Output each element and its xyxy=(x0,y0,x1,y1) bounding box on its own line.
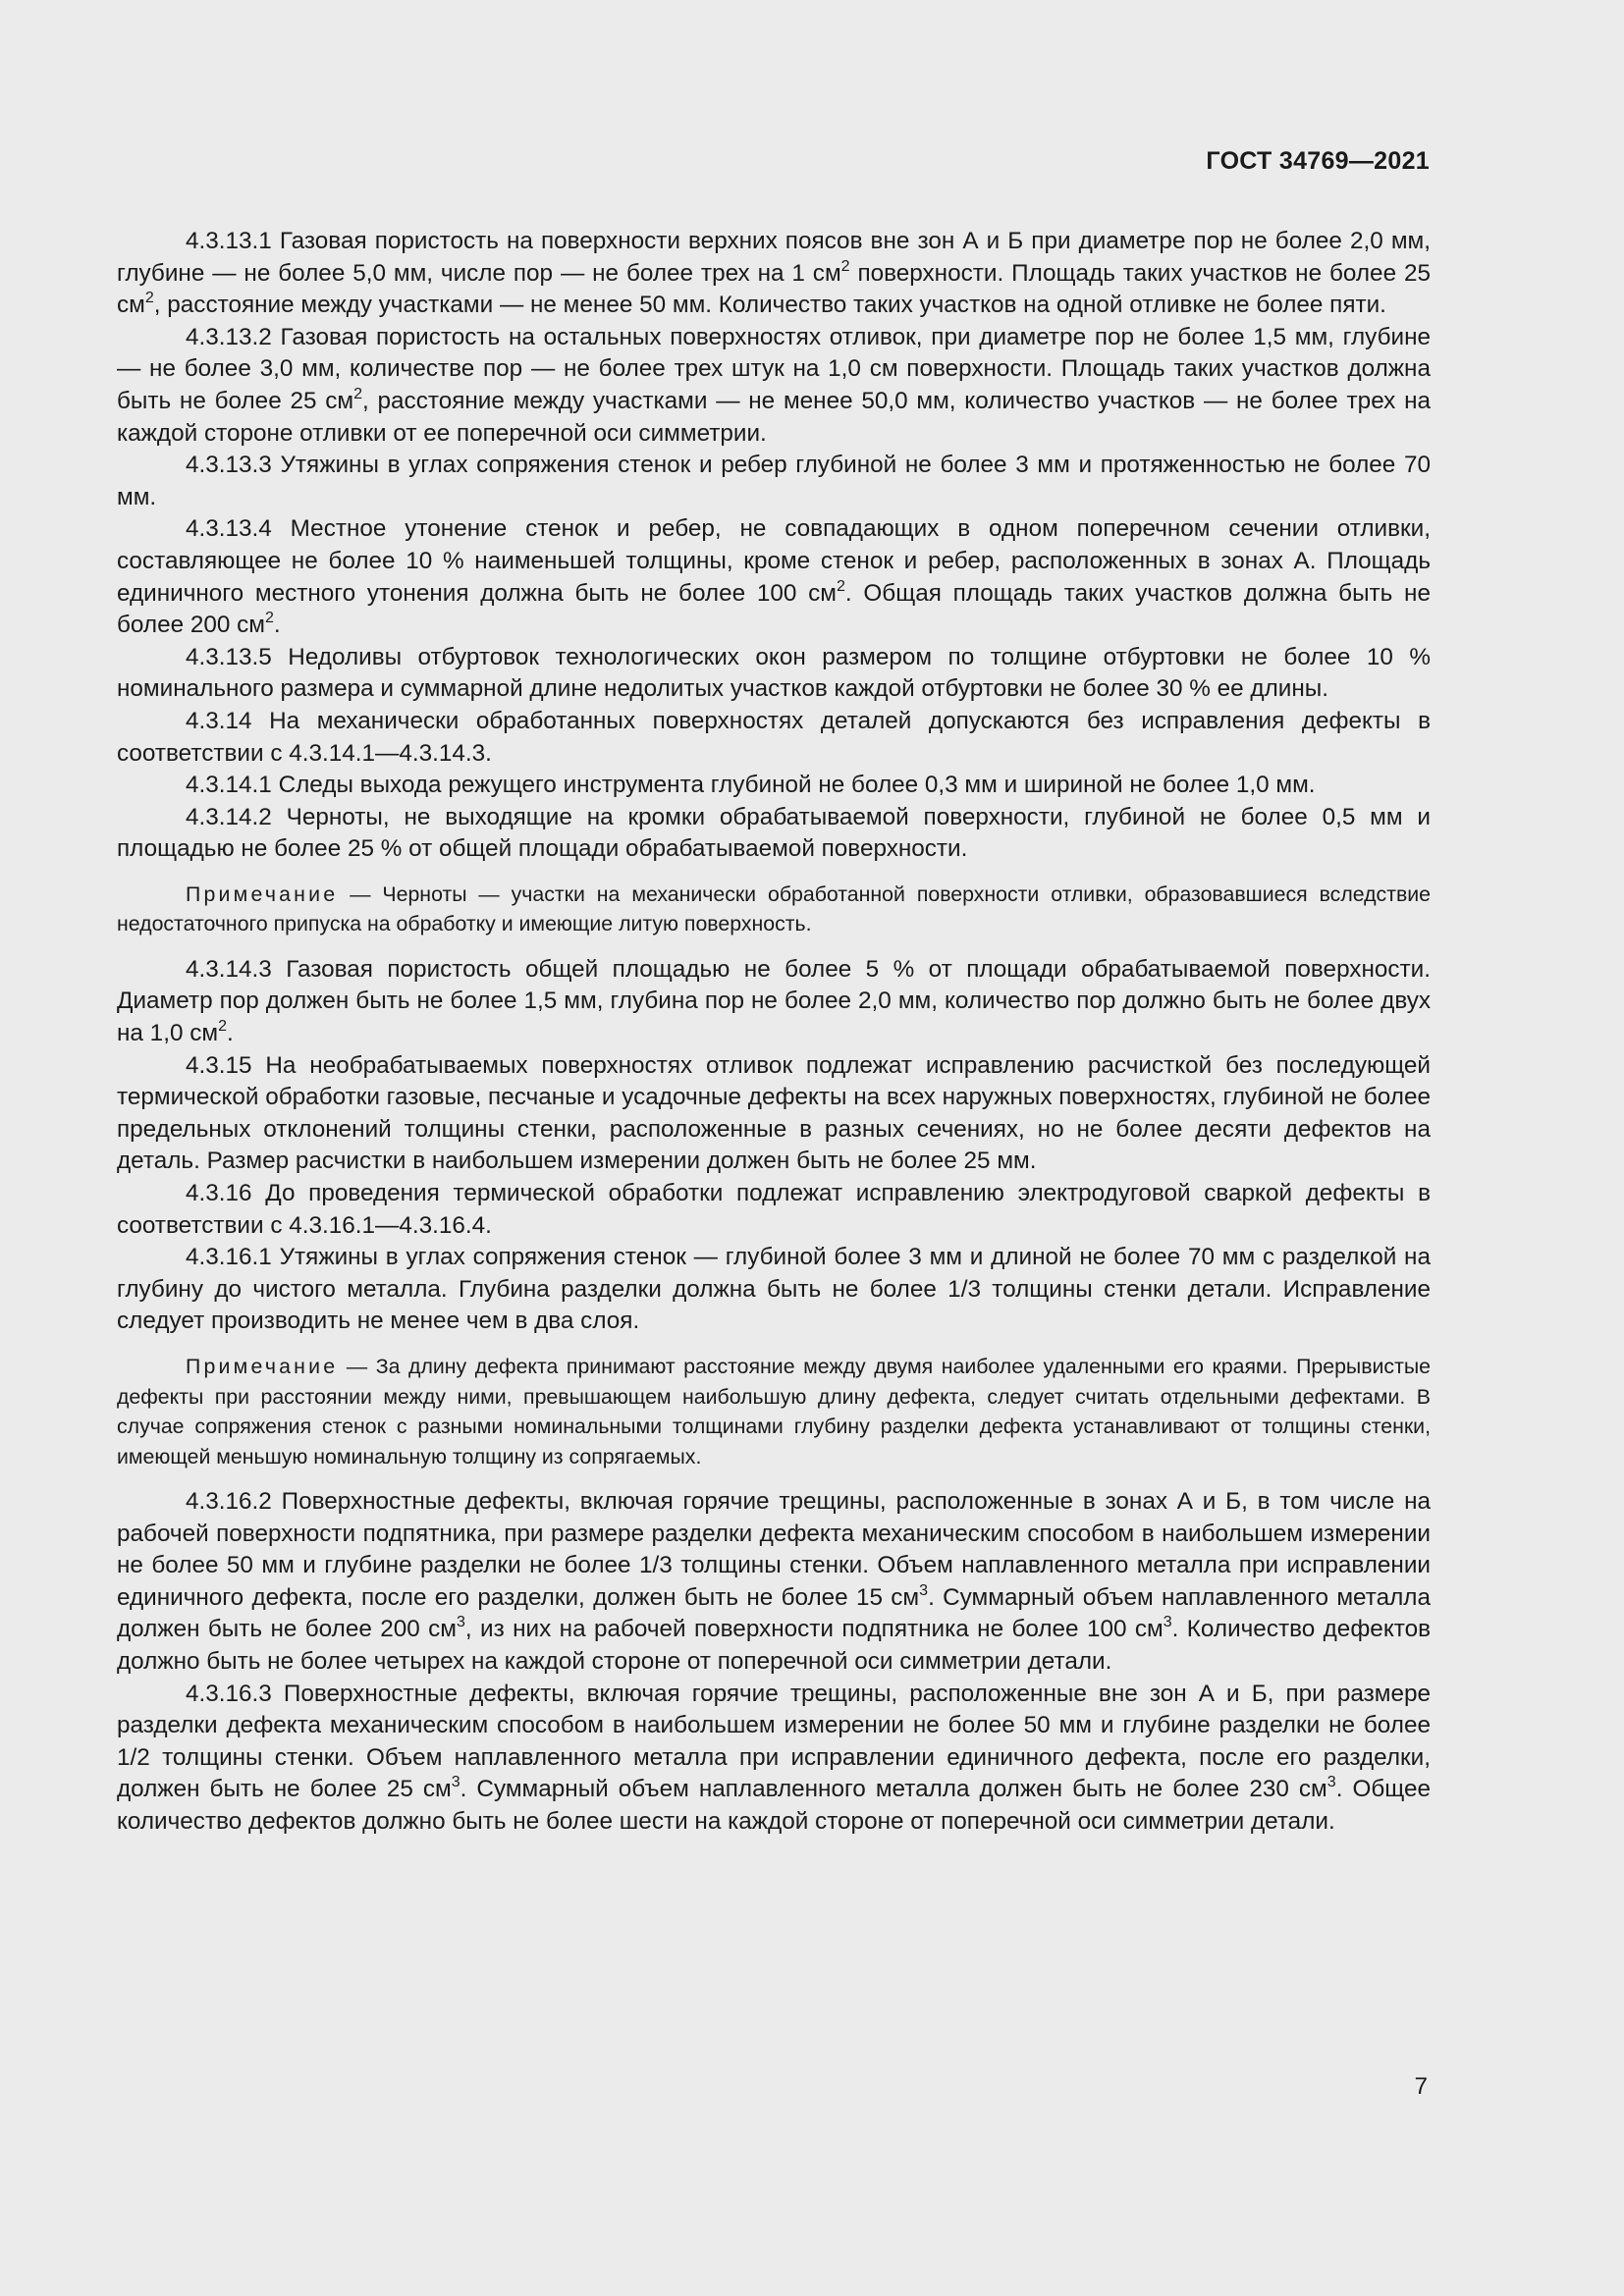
clause-4-3-16-3: 4.3.16.3 Поверхностные дефекты, включая горячие трещины, расположенные вне зон А и Б, при размере разделки дефекта механическим способом в наибольшем измерении не более 50 мм и глубине разделки не более 1/2 толщины стенки. Объем наплавленного металла при исправлении единичного дефекта, после его разделки, должен быть не более 25 $см^3$. Суммарный объем наплавленного металла должен быть не более 230 $см^3$. Общее количество дефектов должно быть не более шести на каждой стороне от поперечной оси симметрии детали. xyxy=(117,1680,1432,1835)
document-body xyxy=(117,226,1431,1839)
clause-4-3-15: 4.3.15 На необрабатываемых поверхностях отливок подлежат исправлению расчисткой без последующей термической обработки газовые, песчаные и усадочные дефекты на всех наружных поверхностях, глубиной не более предельных отклонений толщины стенки, расположенные в разных сечениях, но не более десяти дефектов на деталь. Размер расчистки в наибольшем измерении должен быть не более 25 мм. xyxy=(117,1051,1431,1175)
note-label: Примечание xyxy=(186,1355,339,1378)
clause-4-3-14-3: 4.3.14.3 Газовая пористость общей площадью не более 5 % от площади обрабатываемой поверхности. Диаметр пор должен быть не более 1,5 мм, глубина пор не более 2,0 мм, количество пор должно быть не более двух на 1,0 $см^2$. xyxy=(117,955,1431,1047)
clause-4-3-14: 4.3.14 На механически обработанных поверхностях деталей допускаются без исправления дефекты в соответствии с 4.3.14.1—4.3.14.3. xyxy=(117,707,1431,767)
clause-4-3-13-5: 4.3.13.5 Недоливы отбуртовок технологических окон размером по толщине отбуртовки не более 10 % номинального размера и суммарной длине недолитых участков каждой отбуртовки не более 30 % ее длины. xyxy=(117,643,1431,703)
note-label: Примечание xyxy=(186,881,339,906)
clause-4-3-16-1: 4.3.16.1 Утяжины в углах сопряжения стенок — глубиной более 3 мм и длиной не более 70 мм с разделкой на глубину до чистого металла. Глубина разделки должна быть не более 1/3 толщины стенки детали. Исправление следует производить не менее чем в два слоя. xyxy=(117,1244,1431,1335)
clause-4-3-14-1: 4.3.14.1 Следы выхода режущего инструмента глубиной не более 0,3 мм и шириной не более 1,0 мм. xyxy=(186,772,1316,799)
clause-4-3-13-1: 4.3.13.1 Газовая пористость на поверхности верхних поясов вне зон А и Б при диаметре пор не более 2,0 мм, глубине — не более 5,0 мм, числе пор — не более трех на 1 $см^2$ поверхности. Площадь таких участков не более 25 $см^2$, расстояние между участками — не менее 50 мм. Количество таких участков на одной отливке не более пяти. xyxy=(117,228,1431,319)
note-defect-length: Примечание — За длину дефекта принимают расстояние между двумя наиболее удаленными его краями. Прерывистые дефекты при расстоянии между ними, превышающем наибольшую длину дефекта, следует считать отдельными дефектами. В случае сопряжения стенок с разными номинальными толщинами глубину разделки дефекта устанавливают от толщины стенки, имеющей меньшую номинальную толщину из сопрягаемых. xyxy=(117,1355,1431,1468)
clause-4-3-13-2: 4.3.13.2 Газовая пористость на остальных поверхностях отливок, при диаметре пор не более 1,5 мм, глубине — не более 3,0 мм, количестве пор — не более трех штук на 1,0 см поверхности. Площадь таких участков должна быть не более 25 $см^2$, расстояние между участками — не менее 50,0 мм, количество участков — не более трех на каждой стороне отливки от ее поперечной оси симметрии. xyxy=(117,323,1431,447)
clause-4-3-13-4: 4.3.13.4 Местное утонение стенок и ребер, не совпадающих в одном поперечном сечении отливки, составляющее не более 10 % наименьшей толщины, кроме стенок и ребер, расположенных в зонах А. Площадь единичного местного утонения должна быть не более 100 $см^2$. Общая площадь таких участков должна быть не более 200 $см^2$. xyxy=(117,515,1431,639)
document-header: ГОСТ 34769—2021 xyxy=(1206,147,1430,175)
page-number: 7 xyxy=(1414,2073,1428,2100)
note-blackness: Примечание — Черноты — участки на механически обработанной поверхности отливки, образовавшиеся вследствие недостаточного припуска на обработку и имеющие литую поверхность. xyxy=(117,881,1431,936)
clause-4-3-13-3: 4.3.13.3 Утяжины в углах сопряжения стенок и ребер глубиной не более 3 мм и протяженностью не более 70 мм. xyxy=(117,452,1431,510)
clause-4-3-16-2: 4.3.16.2 Поверхностные дефекты, включая горячие трещины, расположенные в зонах А и Б, в том числе на рабочей поверхности подпятника, при размере разделки дефекта механическим способом в наибольшем измерении не более 50 мм и глубине разделки не более 1/3 толщины стенки. Объем наплавленного металла при исправлении единичного дефекта, после его разделки, должен быть не более 15 $см^3$. Суммарный объем наплавленного металла должен быть не более 200 $см^3$, из них на рабочей поверхности подпятника не более 100 $см^3$. Количество дефектов должно быть не более четырех на каждой стороне от поперечной оси симметрии детали. xyxy=(117,1488,1431,1675)
clause-4-3-16: 4.3.16 До проведения термической обработки подлежат исправлению электродуговой сваркой дефекты в соответствии с 4.3.16.1—4.3.16.4. xyxy=(117,1180,1431,1239)
clause-4-3-14-2: 4.3.14.2 Черноты, не выходящие на кромки обрабатываемой поверхности, глубиной не более 0,5 мм и площадью не более 25 % от общей площади обрабатываемой поверхности. xyxy=(117,803,1431,863)
